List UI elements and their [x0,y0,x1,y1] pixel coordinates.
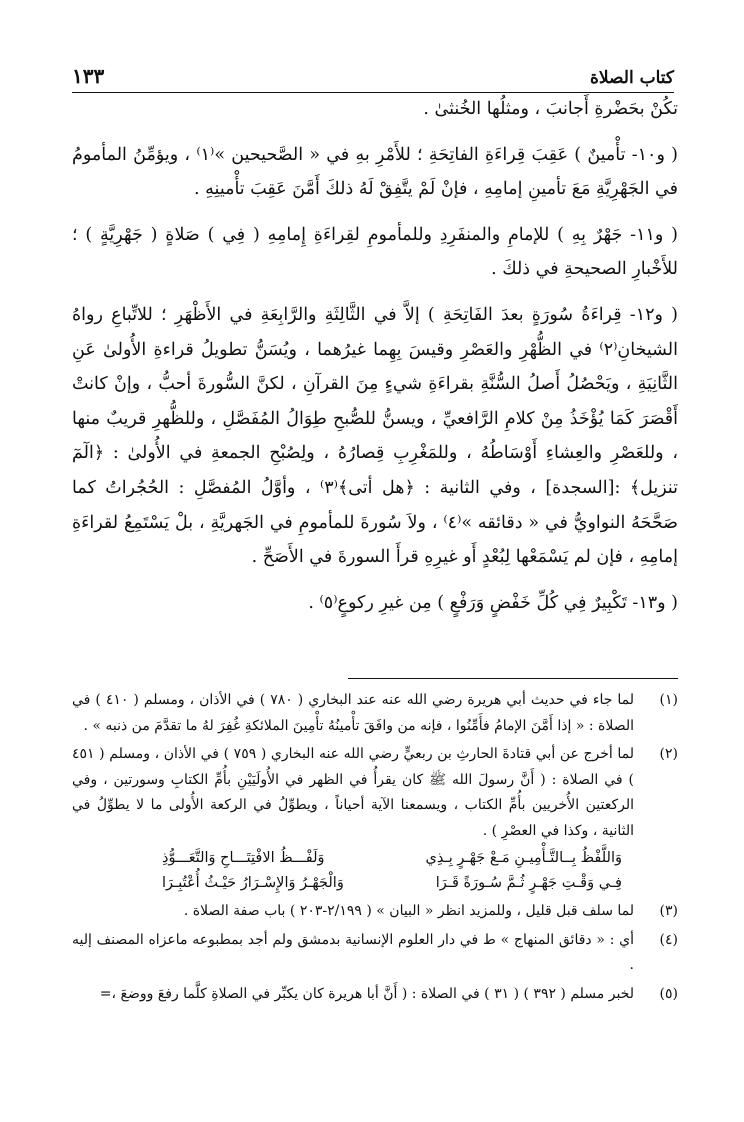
footnote-number: (٤) [659,931,678,948]
footnote-body [72,742,634,896]
page-header [72,52,674,93]
footnote-text: أي : « دقائق المنهاج » ط في دار العلوم الإنسانية بدمشق ولم أجد بمطبوعه ماعزاه المصنف إليه . [72,931,634,973]
paragraph-3: ( و١١- جَهْرٌ بِهِ ) للإمامِ والمنفَرِدِ وللمأمومِ لقِراءَةِ إِمامِهِ ( فِي ) صَلاةٍ ( جَهْرِيَّةٍ ) ؛ للأَخْبارِ الصحيحةِ في ذلكَ . [72,224,679,280]
poem-line [72,871,634,896]
footnote-number: (٣) [659,903,678,919]
paragraph-4: ( و١٢- قِراءَةُ سُورَةٍ بعدَ الفَاتِحَةِ ) إلاَّ في الثَّالِثَةِ والرَّابِعَةِ في الأَظْهَرِ ؛ للاتِّباعِ رواهُ الشيخانِ⁽٢⁾ في الظُّهْرِ والعَصْرِ وقيسَ بِهِما غيرُهما ، ويُسَنُّ تطويلُ قراءةِ الأُولىٰ عَنِ الثَّانِيَةِ ، ويَحْصُلُ أَصلُ السُّنَّةِ بقراءَةِ شيءٍ مِنَ القرآنِ ، لكنَّ السُّورةَ أحبُّ ، وإنْ كانتْ أَقْصَرَ كَمَا يُؤْخَذُ مِنْ كلامِ الرَّافعيِّ ، ويسنُّ للصُّبحِ طِوَالُ المُفَصَّلِ ، وللظُّهرِ قريبٌ منها ، وللعَصْرِ والعِشاءِ أَوْسَاطُهُ ، وللمَغْرِبِ قِصارُهُ ، ولِصُبْحِ الجمعةِ في الأُولىٰ : ﴿الٓمٓ تنزيل﴾ :[السجدة] ، وفي الثانية : ﴿هل أتى﴾⁽٣⁾ ، وأوَّلُ المُفصَّلِ : الحُجُراتُ كما صَحَّحَهُ النواويُّ في « دقائقه »⁽٤⁾ ، ولاَ سُورةَ للمأمومِ في الجَهريَّةِ ، بلْ يَسْتَمِعُ لقراءَةِ إمامِهِ ، فإن لم يَسْمَعْها لِبُعْدٍ أَو غيرِهِ قرأَ السورةَ في الأَصَحِّ . [72,304,679,568]
poem [72,846,634,896]
footnotes [72,688,678,1010]
main-text [72,92,678,631]
footnote-number: (٢) [659,746,678,762]
running-title: كتاب الصلاة [589,68,674,88]
footnote-2 [72,742,678,896]
footnote-number: (١) [659,692,678,708]
footnote-5 [72,982,678,1008]
footnote-separator [348,678,678,679]
footnote-3 [72,899,678,925]
footnote-text: لما أخرج عن أبي قتادةَ الحارثِ بن ربعيٍّ رضي الله عنه البخاري ( ٧٥٩ ) في الأذان ، ومسلم ( ٤٥١ ) في الصلاة : ( أَنَّ رسولَ الله ﷺ كان يقرأُ في الظهر في الأُولَيَيْنِ بأُمِّ الكتابِ وسورتين ، وفي الركعتين الأُخريين بأُمِّ الكتاب ، ويسمعنا الآية أحياناً ، ويطوِّلُ في الركعة الأُولى ما لا يطوِّلُ في الثانية ، وكذا في العصْرِ ) . [72,746,635,839]
footnote-number: (٥) [659,985,678,1002]
hemistich: فِـي وَقْـتِ جَهْـرٍ ثُـمَّ سُـورَةً قَـرَا [435,875,622,891]
footnote-1 [72,688,678,739]
footnote-text: لما سلف قبل قليل ، وللمزيد انظر « البيان » ( ٢/١٩٩-٢٠٣ ) باب صفة الصلاة . [183,903,634,919]
footnote-text: لخبر مسلم ( ٣٩٢ ) ( ٣١ ) في الصلاة : ( أَنَّ أبا هريرة كان يكبِّر في الصلاةِ كلَّما رفعَ ووضعَ ،= [99,985,634,1002]
poem-line [72,846,634,871]
hemistich: وَالْجَهْـرُ وَالإِسْـرَارُ حَيْـثُ أُعْتُبِـرَا [162,875,344,891]
hemistich: وَاللَّفْظُ بِــالتَّـأْمِيـنِ مَـعْ جَهْـرٍ بِـذِي [425,850,622,866]
hemistich: وَلَفْـــظُ الافْتِتَـــاحِ وَالتَّعَـــوُّذِ [162,850,325,866]
paragraph-2: ( و١٠- تأْمينٌ ) عَقِبَ قِراءَةِ الفاتِحَةِ ؛ للأَمْرِ بهِ في « الصَّحيحين »⁽١⁾ ، ويؤمِّنُ المأمومُ في الجَهْرِيَّةِ مَعَ تأمينِ إمامِهِ ، فإنْ لَمْ يتَّفِقْ لَهُ ذلكَ أَمَّنَ عَقِبَ تأْمينِهِ . [72,144,678,200]
footnote-4 [72,928,678,979]
page-number: ١٣٣ [72,64,105,88]
paragraph-5: ( و١٣- تَكْبِيرٌ فِي كُلِّ خَفْضٍ وَرَفْعٍ ) مِن غيرِ ركوعٍ⁽٥⁾ . [308,592,678,613]
paragraph-1: تكُنْ بحَضْرةِ أَجانبَ ، ومثلُها الخُنثىٰ . [423,99,678,119]
footnote-text: لما جاء في حديث أبي هريرة رضي الله عنه عند البخاري ( ٧٨٠ ) في الأذان ، ومسلم ( ٤١٠ ) في الصلاة : « إذا أَمَّنَ الإمامُ فأَمِّنُوا ، فإنه من وافَقَ تأْمينُهُ تأْمِينَ الملائكةِ غُفِرَ لهُ ما تقدَّمَ من ذنبه » . [72,692,635,734]
